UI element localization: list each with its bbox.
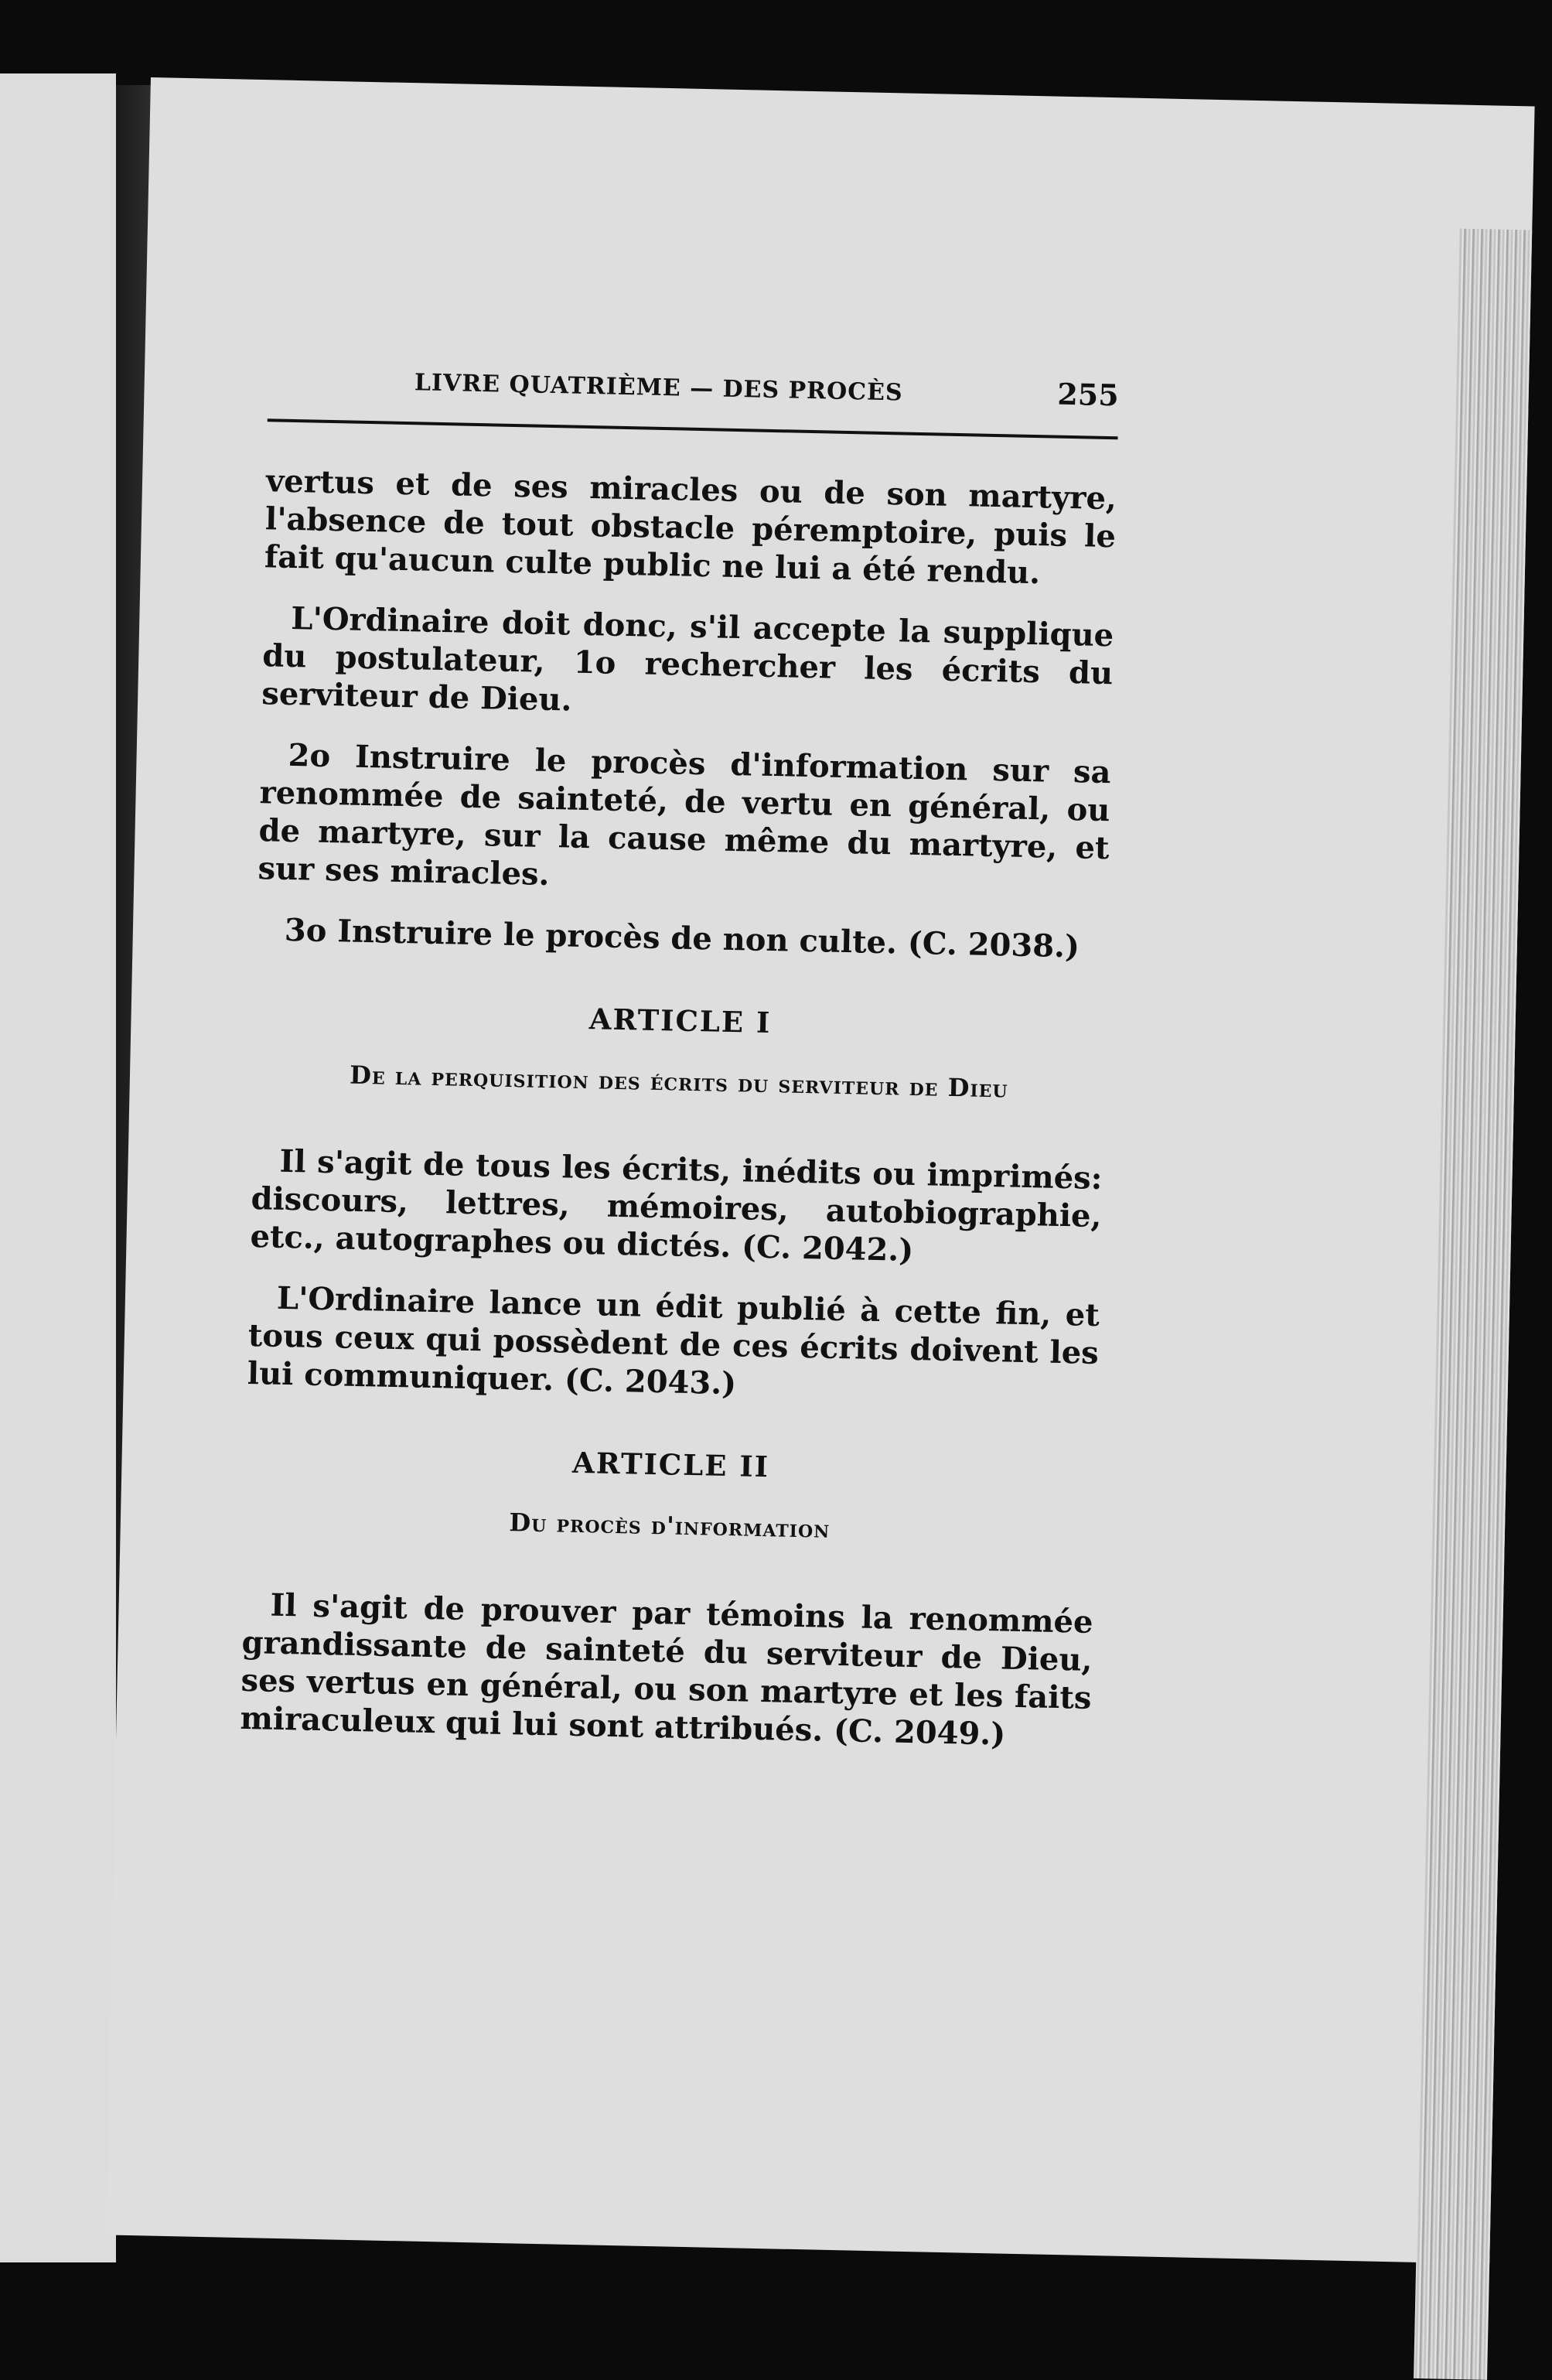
facing-page-edge xyxy=(0,73,116,2262)
paragraph: Il s'agit de prouver par témoins la renommée grandissante de sainteté du serviteur de Dieu, ses vertus en général, ou son martyre et les faits miraculeux qui lui sont attribués. (C. 2049.) xyxy=(240,1586,1093,1753)
article-2-subheading: Du procès d'information xyxy=(509,1508,831,1544)
article-2-heading: ARTICLE II xyxy=(571,1445,770,1484)
text-column xyxy=(239,358,1119,1778)
running-title: LIVRE QUATRIÈME — DES PROCÈS xyxy=(414,369,903,407)
page-number: 255 xyxy=(1056,376,1120,413)
paragraph: 2o Instruire le procès d'information sur sa renommée de sainteté, de vertu en général, ou de martyre, sur la cause même du martyre, et sur ses miracles. xyxy=(258,736,1111,893)
running-head xyxy=(268,358,1119,430)
paragraph: vertus et de ses miracles ou de son martyre, l'absence de tout obstacle péremptoire, puis le fait qu'aucun culte public ne lui a été rendu. xyxy=(264,463,1117,592)
paragraph: L'Ordinaire doit donc, s'il accepte la supplique du postulateur, 1o rechercher les écrits du serviteur de Dieu. xyxy=(261,599,1114,719)
book-page xyxy=(106,77,1535,2264)
paragraph: Il s'agit de tous les écrits, inédits ou imprimés: discours, lettres, mémoires, autobiographie, etc., autographes ou dictés. (C. 2042.) xyxy=(250,1142,1103,1269)
paragraph: 3o Instruire le procès de non culte. (C. 2038.) xyxy=(284,911,1080,965)
paragraph: L'Ordinaire lance un édit publié à cette fin, et tous ceux qui possèdent de ces écrits doivent les lui communiquer. (C. 2043.) xyxy=(247,1279,1100,1402)
page-edge-stack xyxy=(1414,228,1532,2379)
article-1-heading: ARTICLE I xyxy=(588,1002,772,1040)
article-1-subheading: De la perquisition des écrits du serviteur de Dieu xyxy=(349,1060,1009,1104)
